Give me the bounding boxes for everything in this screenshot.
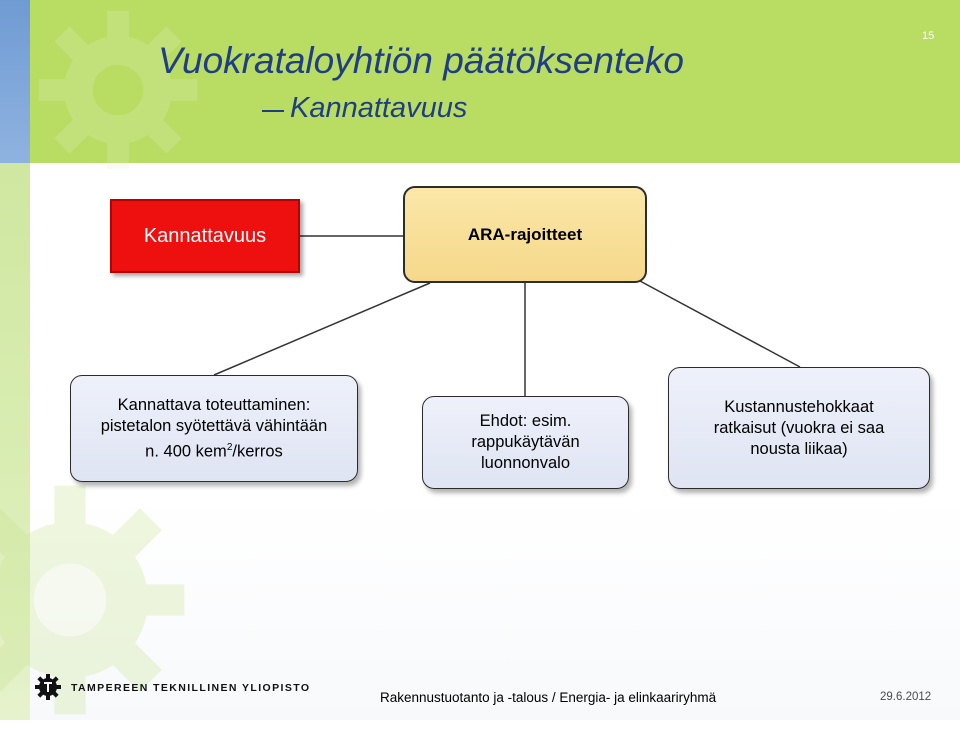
node-ara-rajoitteet <box>403 186 647 283</box>
footer-university-name: TAMPEREEN TEKNILLINEN YLIOPISTO <box>71 682 311 694</box>
node-right-line3: nousta liikaa) <box>750 439 848 458</box>
connector-ara-to-left <box>214 283 430 375</box>
node-right-line1: Kustannustehokkaat <box>724 397 874 416</box>
footer-group-name: Rakennustuotanto ja -talous / Energia- ja elinkaariryhmä <box>380 690 717 705</box>
node-kannattavuus <box>110 199 300 273</box>
node-left-line2: pistetalon syötettävä vähintään <box>100 416 328 435</box>
node-kannattava-toteuttaminen <box>70 375 358 482</box>
node-kannattavuus-label: Kannattavuus <box>143 224 267 247</box>
node-ara-rajoitteet-label: ARA-rajoitteet <box>467 224 583 244</box>
node-left-line1: Kannattava toteuttaminen: <box>117 395 311 414</box>
node-ehdot <box>422 396 629 489</box>
footer-date: 29.6.2012 <box>880 691 932 703</box>
node-kustannustehokkaat <box>668 367 930 489</box>
slide-title: Vuokrataloyhtiön päätöksenteko <box>158 40 684 81</box>
slide-subtitle: Kannattavuus <box>290 92 468 124</box>
node-left-line3-prefix: n. 400 kem <box>145 442 227 461</box>
node-left-line3-superscript: 2 <box>226 441 233 453</box>
connector-ara-to-right <box>640 281 800 367</box>
node-left-line3 <box>145 437 283 463</box>
node-left-line3-suffix: /kerros <box>232 442 283 461</box>
node-middle-line2: rappukäytävän <box>471 433 580 451</box>
node-middle-line3: luonnonvalo <box>481 454 570 472</box>
node-right-line2: ratkaisut (vuokra ei saa <box>713 418 885 437</box>
university-logo-icon <box>33 672 63 702</box>
node-middle-line1: Ehdot: esim. <box>479 412 572 430</box>
page-number: 15 <box>922 30 935 42</box>
